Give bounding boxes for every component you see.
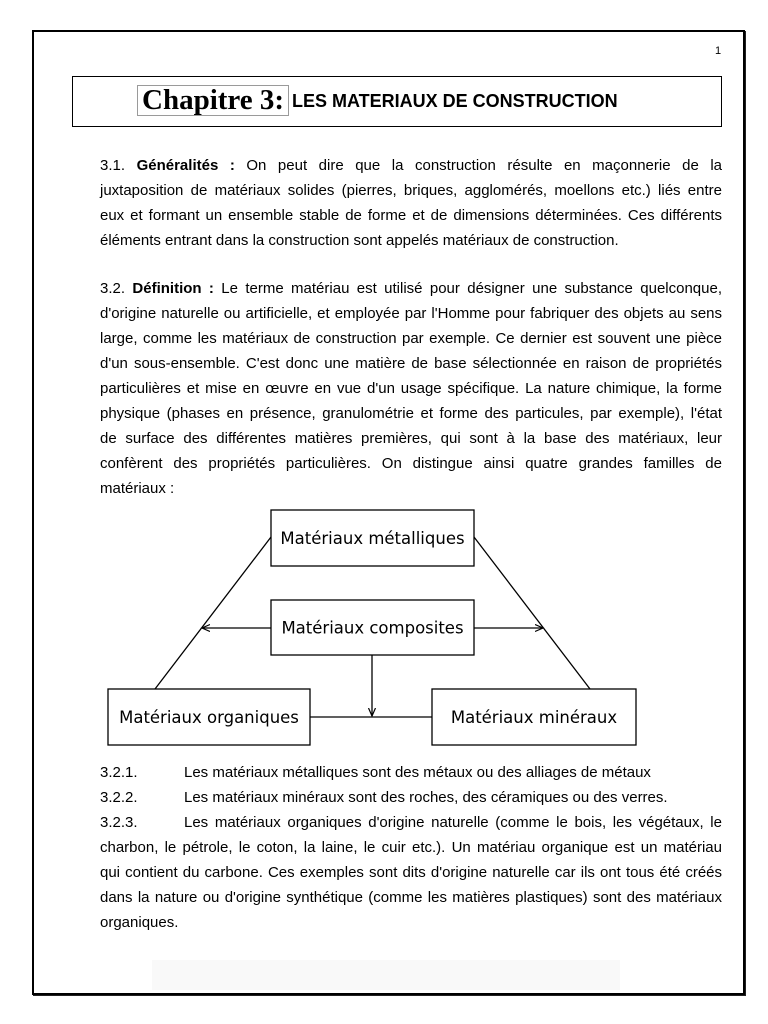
- body-text: Le terme matériau est utilisé pour désigner une substance quelconque,: [221, 280, 723, 297]
- list-item-number: 3.2.3.: [100, 814, 138, 831]
- body-line: matériaux :: [100, 480, 175, 497]
- box-mineraux-label: Matériaux minéraux: [450, 708, 618, 727]
- section-definition: [100, 276, 722, 501]
- body-line: éléments entrant dans la construction sont appelés matériaux de construction.: [100, 232, 619, 249]
- faint-footer-band: [152, 960, 620, 990]
- section-heading: Généralités :: [136, 157, 235, 174]
- body-line: confèrent des propriétés particulières. On distingue ainsi quatre grandes familles de: [100, 455, 722, 472]
- box-composites: [271, 600, 474, 655]
- list-item: [100, 810, 722, 835]
- list-item: [100, 785, 722, 810]
- list-item-continuation: organiques.: [100, 914, 179, 931]
- box-organiques-label: Matériaux organiques: [119, 708, 299, 727]
- section-generalites: [100, 153, 722, 253]
- chapter-label: Chapitre 3:: [137, 85, 289, 116]
- list-item-number: 3.2.1.: [100, 764, 138, 781]
- box-organiques: [108, 689, 310, 745]
- connector-metalliques-to-mineraux: [474, 537, 590, 689]
- body-line: d'origine naturelle ou artificielle, et employée par l'Homme pour fabriquer des objets au sens: [100, 305, 722, 322]
- section-generalites-first-line: [100, 153, 722, 178]
- section-number: 3.1.: [100, 157, 126, 174]
- subsections-list: [100, 760, 722, 935]
- body-line: de surface des différentes matières premières, qui sont à la base des matériaux, leur: [100, 430, 722, 447]
- body-line: eux et formant un ensemble stable de forme et de dimensions déterminées. Ces différents: [100, 207, 722, 224]
- list-item-text: Les matériaux minéraux sont des roches, des céramiques ou des verres.: [184, 789, 668, 806]
- list-item-continuation: charbon, le pétrole, le coton, la laine, le cuir etc.). Un matériau organique est un matériau: [100, 839, 722, 856]
- connector-metalliques-to-organiques: [155, 537, 271, 689]
- list-item-text: Les matériaux organiques d'origine naturelle (comme le bois, les végétaux, le: [184, 814, 722, 831]
- box-metalliques: [271, 510, 474, 566]
- list-item-text: Les matériaux métalliques sont des métaux ou des alliages de métaux: [184, 764, 651, 781]
- box-mineraux: [432, 689, 636, 745]
- section-number: 3.2.: [100, 280, 126, 297]
- box-metalliques-label: Matériaux métalliques: [280, 529, 465, 548]
- list-item-number: 3.2.2.: [100, 789, 138, 806]
- body-line: d'un sous-ensemble. C'est donc une matière de base sélectionnée en raison de propriétés: [100, 355, 722, 372]
- page-number: 1: [715, 45, 722, 57]
- chapter-title: LES MATERIAUX DE CONSTRUCTION: [292, 91, 618, 111]
- box-composites-label: Matériaux composites: [281, 618, 464, 638]
- list-item: [100, 760, 722, 785]
- section-definition-first-line: [100, 276, 722, 301]
- list-item-continuation: qui contient du carbone. Ces exemples sont dits d'origine naturelle car ils ont tous été créés: [100, 864, 722, 881]
- body-text: On peut dire que la construction résulte en maçonnerie de la: [246, 157, 722, 174]
- body-line: juxtaposition de matériaux solides (pierres, briques, agglomérés, moellons etc.) liés entre: [100, 182, 722, 199]
- body-line: particulières et mise en œuvre en vue d'un usage spécifique. La nature chimique, la forme: [100, 380, 722, 397]
- body-line: physique (phases en présence, granulométrie et forme des particules, par exemple), l'état: [100, 405, 722, 422]
- list-item-continuation: dans la nature ou d'origine synthétique (comme les matières plastiques) sont des matériaux: [100, 889, 722, 906]
- body-line: large, comme les matériaux de construction par exemple. Ce dernier est souvent une pièce: [100, 330, 722, 347]
- materials-families-diagram: [100, 500, 650, 752]
- section-heading: Définition :: [132, 280, 214, 297]
